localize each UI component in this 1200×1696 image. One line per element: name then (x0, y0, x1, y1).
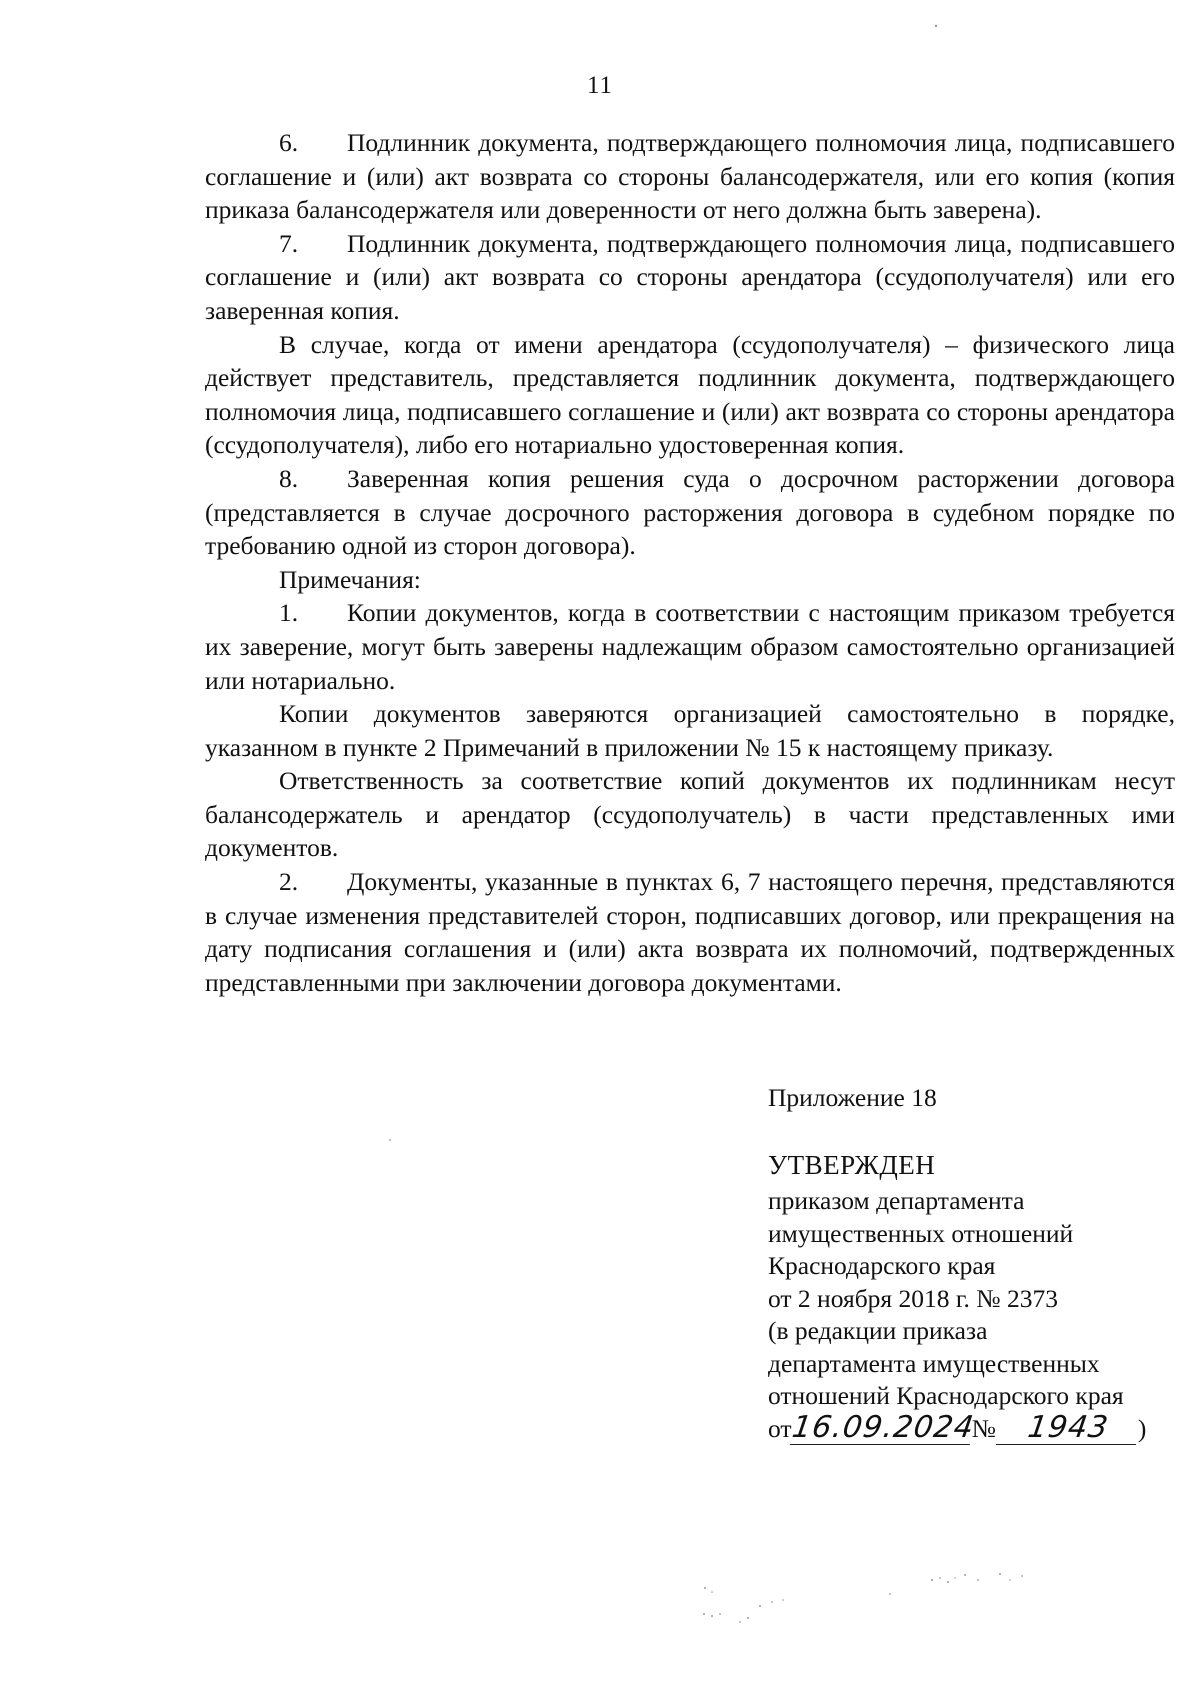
approval-line: департамента имущественных (768, 1348, 1100, 1378)
item-7-note: В случае, когда от имени арендатора (ссудополучателя) – физического лица действует представитель, представляется подлинник документа, подтверждающего полномочия лица, подписавшего соглашение и (или) акт возврата со стороны арендатора (ссудополучателя), либо его нотариально удостоверенная копия. (205, 329, 1175, 460)
approval-line: приказом департамента (768, 1186, 1025, 1215)
item-text: Документы, указанные в пунктах 6, 7 настоящего перечня, представляются в случае изменения представителей сторон, подписавших договор, или прекращения на дату подписания соглашения и (или) акта возврата их полномочий, подтвержденных представленными при заключении договора документами. (205, 867, 1175, 997)
notes-heading: Примечания: (279, 564, 421, 594)
item-text: Подлинник документа, подтверждающего полномочия лица, подписавшего соглашение и (или) акт возврата со стороны балансодержателя, или его копия (копия приказа балансодержателя или доверенности от него должна быть заверена). (205, 128, 1175, 225)
handwritten-number: 1943 (996, 1414, 1140, 1445)
approval-line: имущественных отношений (768, 1218, 1074, 1248)
page-number: 11 (586, 72, 614, 99)
item-number: 7. (279, 228, 299, 258)
note-1-para-3: Ответственность за соответствие копий документов их подлинникам несут балансодержатель и арендатор (ссудополучатель) в части представленных ими документов. (205, 766, 1175, 863)
item-number: 6. (279, 128, 299, 157)
from-label: от (768, 1413, 792, 1443)
item-number: 1. (279, 598, 299, 628)
approval-line: (в редакции приказа (768, 1316, 988, 1345)
item-text: Заверенная копия решения суда о досрочном расторжении договора (представляется в случае досрочного расторжения договора в судебном порядке по требованию одной из сторон договора). (205, 463, 1175, 561)
item-number: 2. (279, 867, 299, 897)
approval-line: от 2 ноября 2018 г. № 2373 (768, 1283, 1058, 1313)
approved-label: УТВЕРЖДЕН (768, 1149, 936, 1180)
appendix-label: Приложение 18 (768, 1083, 937, 1112)
item-text: Копии документов, когда в соответствии с настоящим приказом требуется их заверение, могут быть заверены надлежащим образом самостоятельно организацией или нотариально. (205, 598, 1175, 695)
approval-line: отношений Краснодарского края (768, 1381, 1124, 1410)
item-text: Подлинник документа, подтверждающего полномочия лица, подписавшего соглашение и (или) акт возврата со стороны арендатора (ссудополучателя) или его заверенная копия. (205, 228, 1175, 325)
number-label: № (971, 1413, 996, 1443)
handwritten-date: 16.09.2024 (789, 1409, 977, 1445)
closing-paren: ) (1137, 1413, 1147, 1443)
item-number: 8. (279, 463, 299, 493)
approval-line: Краснодарского края (768, 1251, 996, 1280)
note-1-para-2: Копии документов заверяются организацией самостоятельно в порядке, указанном в пункте 2 Примечаний в приложении № 15 к настоящему приказу. (205, 699, 1175, 762)
